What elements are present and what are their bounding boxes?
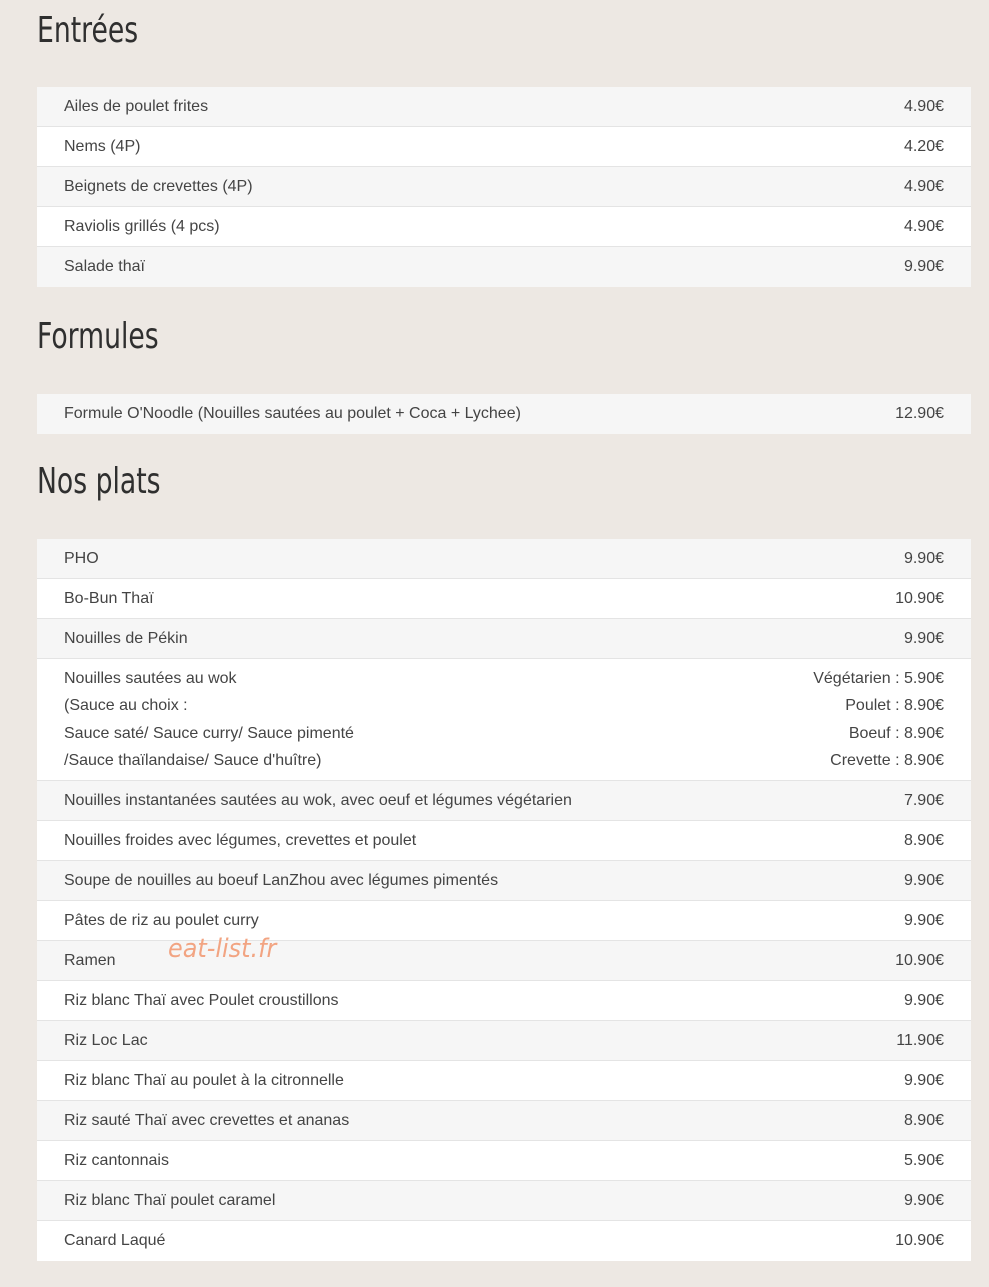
item-name: PHO <box>64 549 99 567</box>
menu-table-plats <box>37 539 971 1261</box>
item-price: 9.90€ <box>903 1191 944 1209</box>
item-price-line: Boeuf : 8.90€ <box>848 724 944 742</box>
item-price: 12.90€ <box>895 405 944 422</box>
item-price: 4.90€ <box>903 177 944 195</box>
item-price: 9.90€ <box>903 258 944 275</box>
item-name: Riz blanc Thaï au poulet à la citronnelle <box>64 1071 344 1089</box>
item-name: Raviolis grillés (4 pcs) <box>64 217 220 235</box>
item-price-lines <box>813 665 944 774</box>
item-price: 9.90€ <box>903 549 944 567</box>
item-name: Nems (4P) <box>64 137 141 155</box>
item-name-line: /Sauce thaïlandaise/ Sauce d'huître) <box>64 751 322 769</box>
item-price: 9.90€ <box>903 991 944 1009</box>
item-price: 11.90€ <box>896 1031 944 1049</box>
item-name: Nouilles froides avec légumes, crevettes et poulet <box>64 831 417 849</box>
item-price: 4.20€ <box>903 137 944 155</box>
menu-table-entrees <box>37 87 971 287</box>
item-name: Bo-Bun Thaï <box>64 589 154 607</box>
menu-row <box>37 207 971 247</box>
item-price: 9.90€ <box>903 871 944 889</box>
menu-row <box>37 821 971 861</box>
menu-row-wok <box>37 659 971 781</box>
item-price: 9.90€ <box>903 911 944 929</box>
item-price: 10.90€ <box>895 951 944 969</box>
item-name: Ramen <box>64 951 116 969</box>
item-price: 8.90€ <box>903 831 944 849</box>
item-name: Riz cantonnais <box>64 1151 169 1169</box>
item-price: 4.90€ <box>903 217 944 235</box>
item-price: 5.90€ <box>903 1151 944 1169</box>
menu-row <box>37 247 971 287</box>
menu-row <box>37 167 971 207</box>
item-price: 7.90€ <box>903 791 944 809</box>
section-title-formules: Formules <box>37 316 159 357</box>
menu-row <box>37 861 971 901</box>
menu-row <box>37 394 971 434</box>
section-title-entrees: Entrées <box>37 10 139 51</box>
menu-row <box>37 579 971 619</box>
item-name: Riz Loc Lac <box>64 1031 148 1049</box>
item-price: 9.90€ <box>903 1071 944 1089</box>
menu-row <box>37 1221 971 1261</box>
item-price: 9.90€ <box>903 629 944 647</box>
menu-row <box>37 539 971 579</box>
menu-row <box>37 1181 971 1221</box>
menu-table-formules <box>37 394 971 434</box>
item-price: 10.90€ <box>895 589 944 607</box>
item-name-line: Nouilles sautées au wok <box>64 670 237 687</box>
menu-row <box>37 127 971 167</box>
item-price: 4.90€ <box>903 97 944 115</box>
item-name: Nouilles instantanées sautées au wok, avec oeuf et légumes végétarien <box>64 791 572 809</box>
menu-row <box>37 1061 971 1101</box>
item-name: Beignets de crevettes (4P) <box>64 177 253 195</box>
item-name: Soupe de nouilles au boeuf LanZhou avec légumes pimentés <box>64 871 499 889</box>
item-name-lines <box>64 665 354 774</box>
item-name: Formule O'Noodle (Nouilles sautées au poulet + Coca + Lychee) <box>64 405 521 422</box>
menu-row <box>37 619 971 659</box>
menu-row <box>37 981 971 1021</box>
watermark-text: eat-list.fr <box>168 934 277 964</box>
menu-row <box>37 1141 971 1181</box>
item-price-line: Végétarien : 5.90€ <box>813 670 944 687</box>
item-name: Riz blanc Thaï poulet caramel <box>64 1191 276 1209</box>
item-price: 8.90€ <box>903 1111 944 1129</box>
item-price-line: Poulet : 8.90€ <box>845 697 944 715</box>
item-name: Ailes de poulet frites <box>64 97 209 115</box>
item-name: Riz sauté Thaï avec crevettes et ananas <box>64 1111 350 1129</box>
item-name-line: Sauce saté/ Sauce curry/ Sauce pimenté <box>64 724 354 742</box>
item-price-line: Crevette : 8.90€ <box>830 751 944 769</box>
section-title-plats: Nos plats <box>37 461 161 502</box>
menu-row <box>37 1021 971 1061</box>
item-name-line: (Sauce au choix : <box>64 697 188 715</box>
item-name: Canard Laqué <box>64 1232 166 1249</box>
item-name: Nouilles de Pékin <box>64 629 188 647</box>
menu-row <box>37 87 971 127</box>
item-name: Riz blanc Thaï avec Poulet croustillons <box>64 991 339 1009</box>
item-name: Pâtes de riz au poulet curry <box>64 911 259 929</box>
menu-row <box>37 781 971 821</box>
menu-row <box>37 1101 971 1141</box>
item-price: 10.90€ <box>895 1232 944 1249</box>
item-name: Salade thaï <box>64 258 145 275</box>
